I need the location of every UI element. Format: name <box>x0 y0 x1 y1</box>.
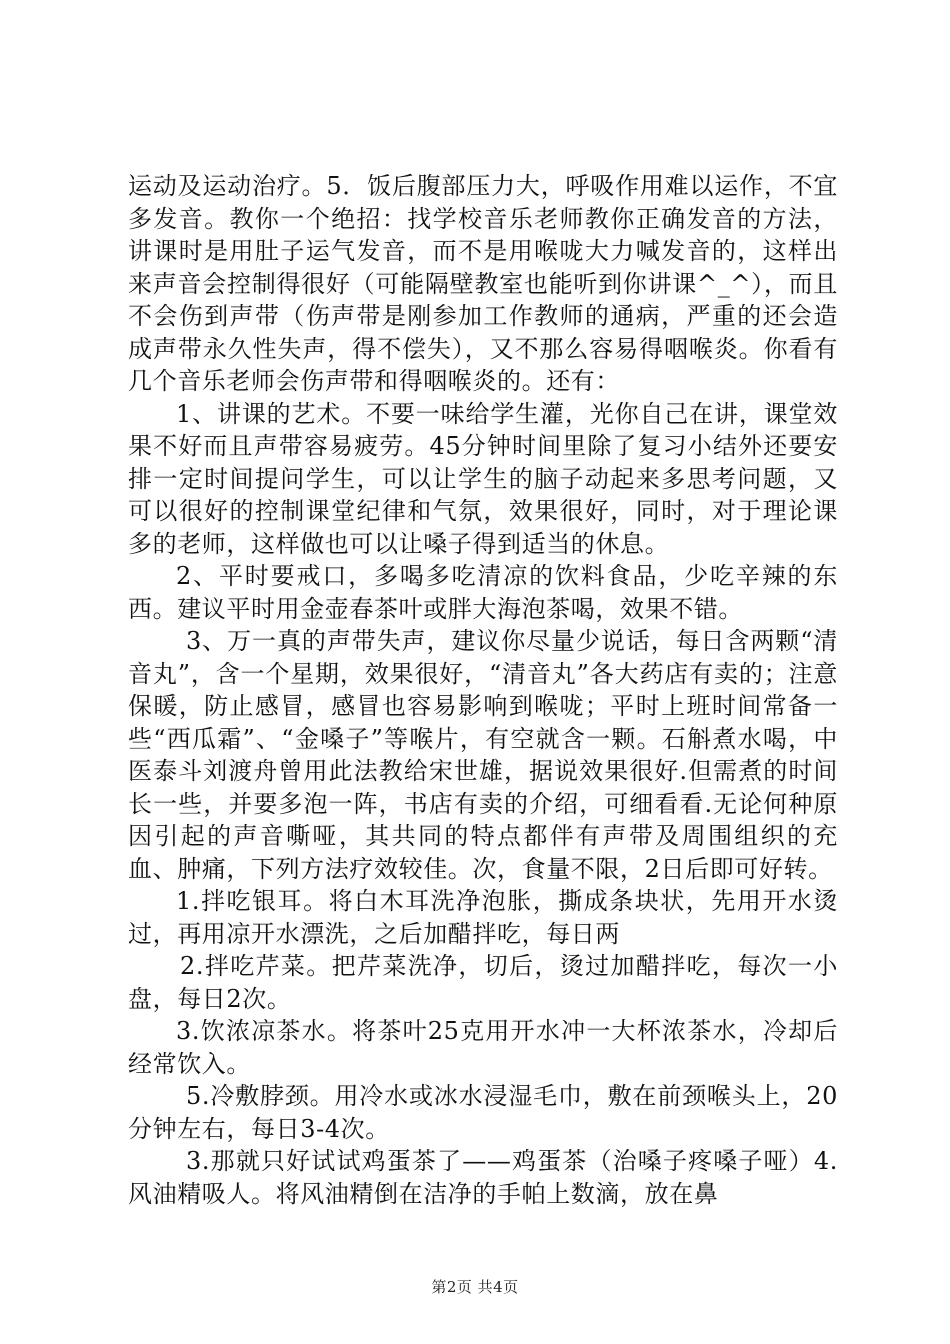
paragraph-tip-3: 3、万一真的声带失声，建议你尽量少说话，每日含两颗“清音丸”，含一个星期，效果很好，“清音丸”各大药店有卖的；注意保暖，防止感冒，感冒也容易影响到喉咙；平时上班时间常备一些“西瓜霜”、“金嗓子”等喉片，有空就含一颗。石斛煮水喝，中医泰斗刘渡舟曾用此法教给宋世雄，据说效果很好.但需煮的时间长一些，并要多泡一阵，书店有卖的介绍，可细看看.无论何种原因引起的声音嘶哑，其共同的特点都伴有声带及周围组织的充血、肿痛，下列方法疗效较佳。次，食量不限，2日后即可好转。 <box>128 627 838 883</box>
document-body <box>128 170 838 1210</box>
paragraph-remedy-tea: 3.饮浓凉茶水。将茶叶25克用开水冲一大杯浓茶水，冷却后经常饮入。 <box>128 1017 838 1078</box>
paragraph-remedy-tremella: 1.拌吃银耳。将白木耳洗净泡胀，撕成条块状，先用开水烫过，再用凉开水漂洗，之后加醋拌吃，每日两 <box>128 887 838 948</box>
paragraph-tip-1: 1、讲课的艺术。不要一味给学生灌，光你自己在讲，课堂效果不好而且声带容易疲劳。45分钟时间里除了复习小结外还要安排一定时间提问学生，可以让学生的脑子动起来多思考问题，又可以很好的控制课堂纪律和气氛，效果很好，同时，对于理论课多的老师，这样做也可以让嗓子得到适当的休息。 <box>128 399 838 558</box>
paragraph-tip-2: 2、平时要戒口，多喝多吃清凉的饮料食品，少吃辛辣的东西。建议平时用金壶春茶叶或胖大海泡茶喝，效果不错。 <box>128 562 838 623</box>
paragraph-remedy-egg-tea: 3.那就只好试试鸡蛋茶了——鸡蛋茶（治嗓子疼嗓子哑）4.风油精吸人。将风油精倒在洁净的手帕上数滴，放在鼻 <box>128 1147 838 1208</box>
paragraph-remedy-cold-compress: 5.冷敷脖颈。用冷水或冰水浸湿毛巾，敷在前颈喉头上，20分钟左右，每日3-4次。 <box>128 1082 838 1143</box>
paragraph-remedy-celery: 2.拌吃芹菜。把芹菜洗净，切后，烫过加醋拌吃，每次一小盘，每日2次。 <box>128 952 838 1013</box>
page-number-footer: 第2页 共4页 <box>431 1278 519 1296</box>
paragraph-intro: 运动及运动治疗。5．饭后腹部压力大，呼吸作用难以运作，不宜多发音。教你一个绝招：找学校音乐老师教你正确发音的方法，讲课时是用肚子运气发音，而不是用喉咙大力喊发音的，这样出来声音会控制得很好（可能隔壁教室也能听到你讲课^_^），而且不会伤到声带（伤声带是刚参加工作教师的通病，严重的还会造成声带永久性失声，得不偿失），又不那么容易得咽喉炎。你看有几个音乐老师会伤声带和得咽喉炎的。还有： <box>128 172 838 395</box>
